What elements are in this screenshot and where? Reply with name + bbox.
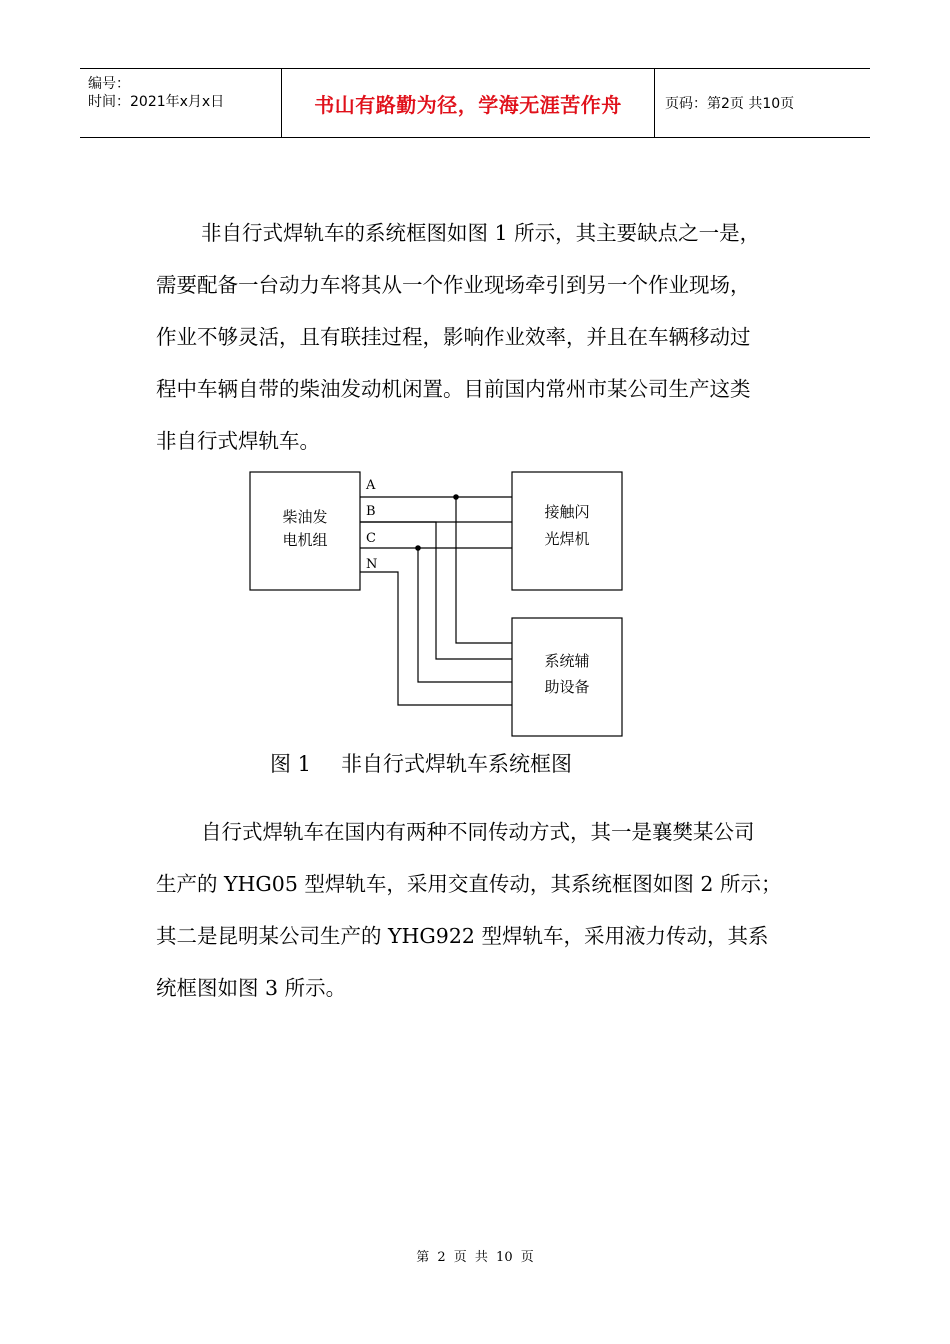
page-footer: 第 2 页 共 10 页 [416, 1250, 534, 1265]
paragraph-line: 程中车辆自带的柴油发动机闲置。目前国内常州市某公司生产这类 [156, 377, 751, 401]
paragraph-2 [156, 806, 816, 1014]
auxiliary-box [512, 618, 622, 736]
paragraph-1 [156, 207, 816, 467]
header-page-cell [655, 69, 870, 137]
document-number-label: 编号： [88, 76, 130, 92]
wire-label-c: C [366, 531, 376, 546]
header-motto: 书山有路勤为径，学海无涯苦作舟 [314, 92, 622, 117]
paragraph-line: 生产的 YHG05 型焊轨车，采用交直传动，其系统框图如图 2 所示； [156, 872, 782, 896]
system-block-diagram [240, 465, 640, 750]
junction-dot [453, 494, 459, 500]
paragraph-line: 自行式焊轨车在国内有两种不同传动方式，其一是襄樊某公司 [201, 820, 755, 844]
wire-label-n: N [366, 557, 378, 572]
figure-caption [270, 748, 572, 778]
welder-label-1: 接触闪 [544, 503, 590, 521]
paragraph-line: 作业不够灵活，且有联挂过程，影响作业效率，并且在车辆移动过 [156, 325, 751, 349]
paragraph-line: 非自行式焊轨车。 [156, 429, 320, 453]
auxiliary-label-1: 系统辅 [544, 652, 590, 670]
wire-b-drop [360, 522, 512, 659]
header-motto-cell [282, 69, 655, 137]
welder-label-2: 光焊机 [544, 530, 590, 548]
wire-label-b: B [366, 504, 376, 519]
wire-label-a: A [366, 478, 376, 493]
paragraph-line: 非自行式焊轨车的系统框图如图 1 所示，其主要缺点之一是， [201, 221, 761, 245]
figure-title: 非自行式焊轨车系统框图 [341, 752, 573, 776]
paragraph-line: 其二是昆明某公司生产的 YHG922 型焊轨车，采用液力传动，其系 [156, 924, 769, 948]
paragraph-line: 需要配备一台动力车将其从一个作业现场牵引到另一个作业现场， [156, 273, 751, 297]
wire-a-drop [456, 497, 512, 643]
wire-c-drop [418, 548, 512, 682]
paragraph-line: 统框图如图 3 所示。 [156, 976, 347, 1000]
page-header [80, 68, 870, 138]
generator-label-1: 柴油发 [282, 508, 328, 526]
junction-dot [415, 545, 421, 551]
auxiliary-label-2: 助设备 [544, 678, 590, 696]
document-time-label: 时间：2021年x月x日 [88, 94, 225, 110]
header-page-number: 页码：第2页 共10页 [665, 96, 795, 112]
header-meta-cell [80, 69, 282, 137]
generator-label-2: 电机组 [282, 531, 328, 549]
figure-number: 图 1 [270, 752, 312, 776]
